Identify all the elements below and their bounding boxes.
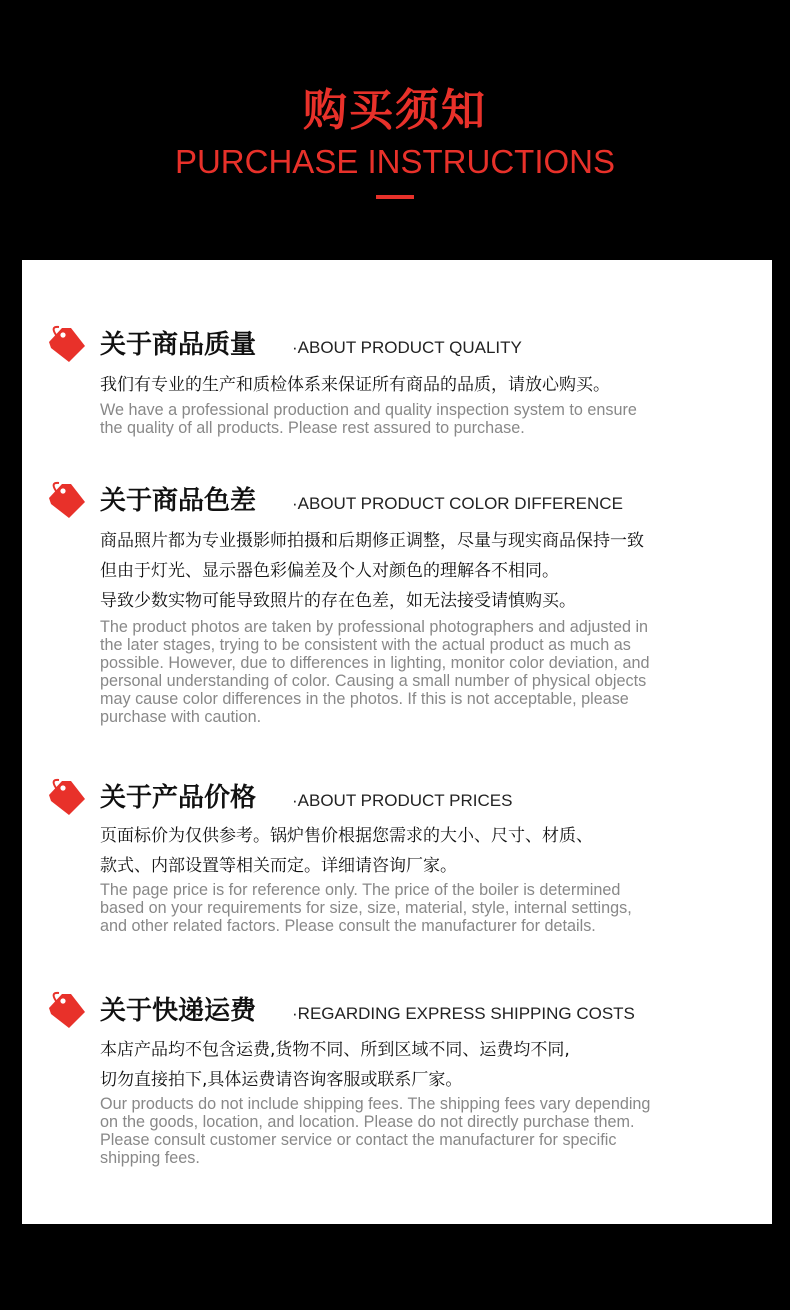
section-heading-cn: 关于商品质量 (100, 330, 257, 360)
body-en-line: the later stages, trying to be consistent with the actual product as much as (100, 636, 631, 654)
page-title-cn: 购买须知 (303, 85, 487, 136)
section-heading-cn: 关于快递运费 (100, 996, 257, 1026)
section-heading-cn: 关于产品价格 (100, 783, 257, 813)
section-body-cn (100, 370, 760, 400)
section-body-en (100, 881, 760, 935)
body-cn-line: 款式、内部设置等相关而定。详细请咨询厂家。 (100, 856, 457, 876)
body-cn-line: 商品照片都为专业摄影师拍摄和后期修正调整，尽量与现实商品保持一致 (100, 531, 644, 551)
section-body-cn (100, 526, 760, 616)
body-en-line: The page price is for reference only. The price of the boiler is determined (100, 881, 621, 899)
body-en-line: may cause color differences in the photos. If this is not acceptable, please (100, 690, 629, 708)
body-en-line: The product photos are taken by professional photographers and adjusted in (100, 618, 649, 636)
body-cn-line: 页面标价为仅供参考。锅炉售价根据您需求的大小、尺寸、材质、 (100, 826, 593, 846)
body-cn-line: 我们有专业的生产和质检体系来保证所有商品的品质，请放心购买。 (100, 375, 610, 395)
instructions-card (22, 260, 772, 1224)
price-tag-icon (46, 480, 88, 520)
section-body-en (100, 1095, 760, 1167)
page-title-en: PURCHASE INSTRUCTIONS (174, 143, 616, 180)
body-en-line: on the goods, location, and location. Please do not directly purchase them. (100, 1113, 635, 1131)
section-heading-en: ·ABOUT PRODUCT PRICES (292, 791, 513, 810)
body-en-line: and other related factors. Please consult the manufacturer for details. (100, 917, 596, 935)
section-heading-en: ·ABOUT PRODUCT QUALITY (292, 338, 522, 357)
body-en-line: based on your requirements for size, size, material, style, internal settings, (100, 899, 632, 917)
body-en-line: We have a professional production and quality inspection system to ensure (100, 401, 637, 419)
section-body-cn (100, 1035, 760, 1095)
body-en-line: purchase with caution. (100, 708, 262, 726)
section-heading-en: ·REGARDING EXPRESS SHIPPING COSTS (292, 1004, 635, 1023)
section-body-en (100, 401, 760, 437)
body-cn-line: 切勿直接拍下,具体运费请咨询客服或联系厂家。 (100, 1070, 463, 1090)
price-tag-icon (46, 990, 88, 1030)
section-body-cn (100, 821, 760, 881)
section-heading-cn: 关于商品色差 (100, 486, 257, 516)
section-body-en (100, 618, 760, 726)
price-tag-icon (46, 777, 88, 817)
body-en-line: Please consult customer service or contact the manufacturer for specific (100, 1131, 617, 1149)
body-cn-line: 但由于灯光、显示器色彩偏差及个人对颜色的理解各不相同。 (100, 561, 559, 581)
body-cn-line: 导致少数实物可能导致照片的存在色差，如无法接受请慎购买。 (100, 591, 576, 611)
title-underline (376, 195, 414, 199)
body-en-line: shipping fees. (100, 1149, 200, 1167)
body-cn-line: 本店产品均不包含运费,货物不同、所到区域不同、运费均不同, (100, 1040, 570, 1060)
section-heading-en: ·ABOUT PRODUCT COLOR DIFFERENCE (292, 494, 623, 513)
body-en-line: possible. However, due to differences in lighting, monitor color deviation, and (100, 654, 650, 672)
price-tag-icon (46, 324, 88, 364)
body-en-line: Our products do not include shipping fees. The shipping fees vary depending (100, 1095, 651, 1113)
body-en-line: the quality of all products. Please rest assured to purchase. (100, 419, 525, 437)
body-en-line: personal understanding of color. Causing a small number of physical objects (100, 672, 647, 690)
